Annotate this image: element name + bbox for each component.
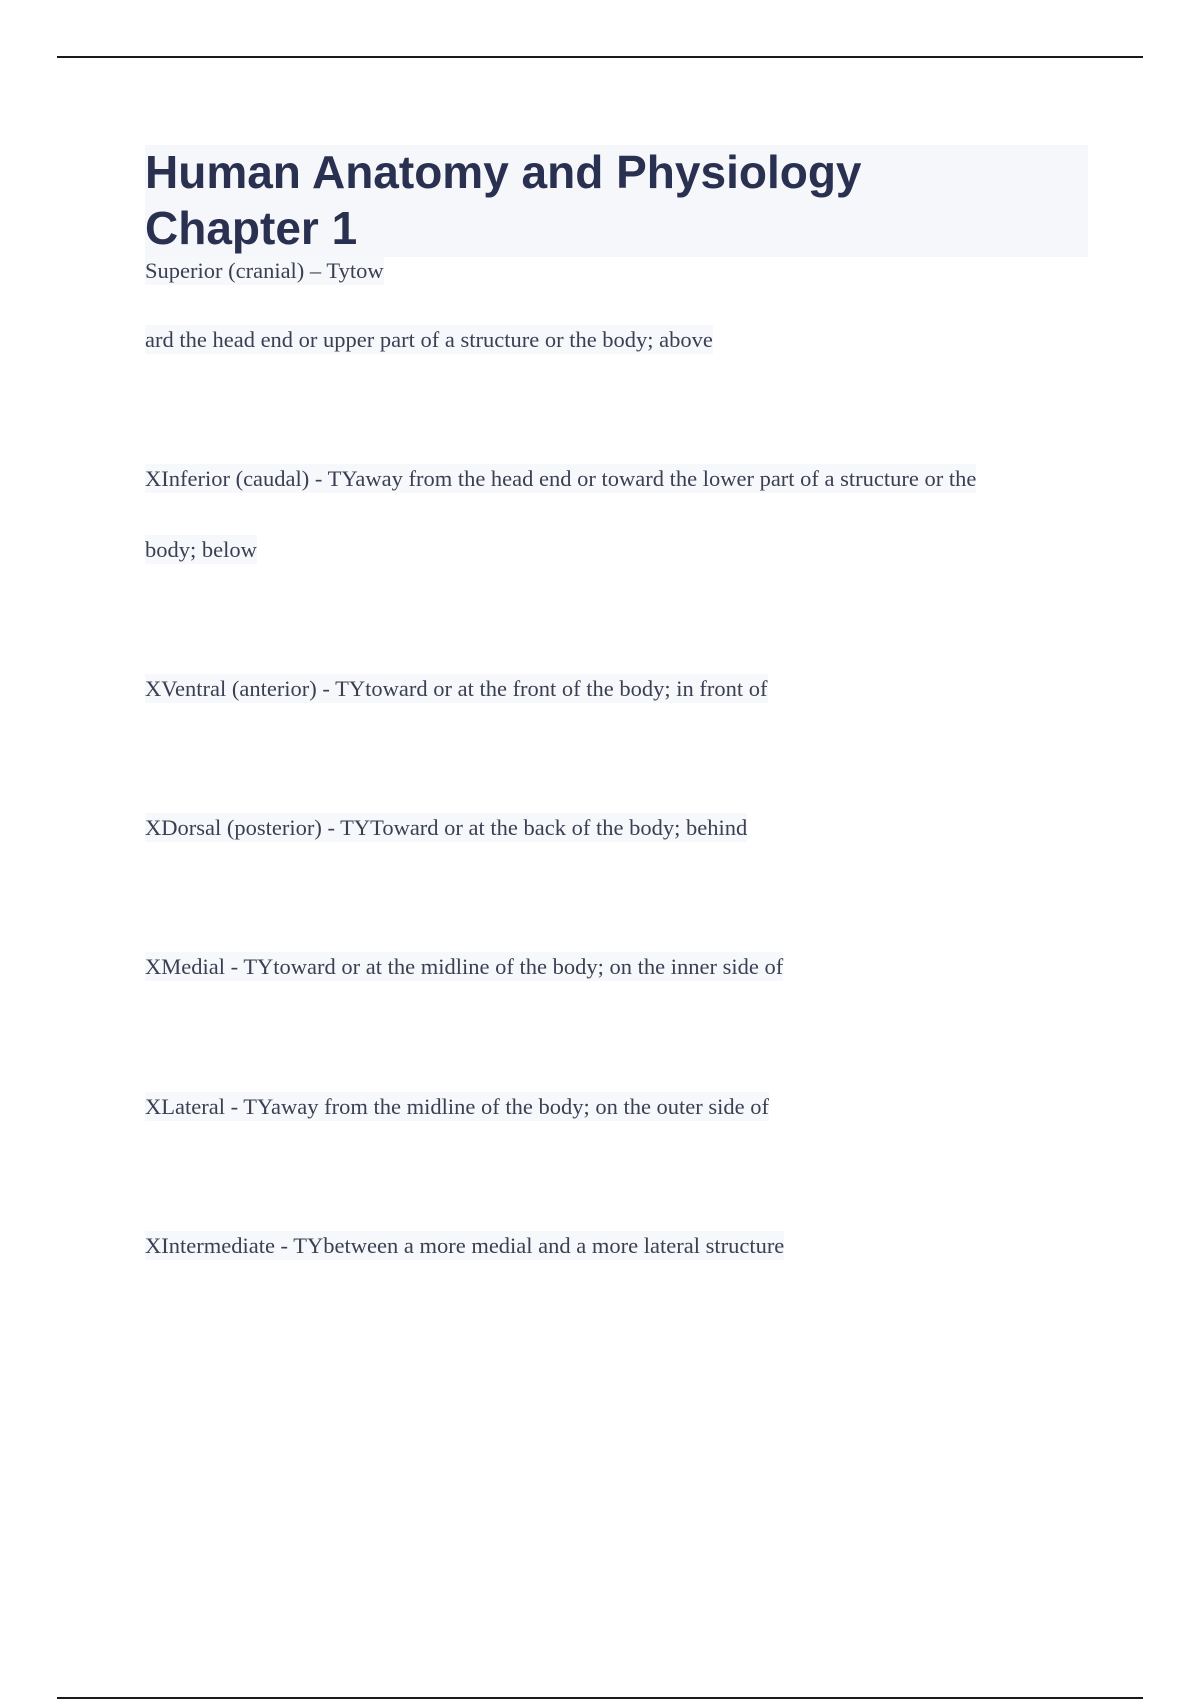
entry-ventral: XVentral (anterior) - TYtoward or at the front of the body; in front of [145, 676, 768, 701]
bottom-rule [57, 1697, 1143, 1699]
entry-intermediate: XIntermediate - TYbetween a more medial and a more lateral structure [145, 1233, 785, 1258]
title-line-1: Human Anatomy and Physiology [145, 146, 862, 198]
entry-dorsal: XDorsal (posterior) - TYToward or at the back of the body; behind [145, 815, 748, 840]
entry-lateral: XLateral - TYaway from the midline of the body; on the outer side of [145, 1094, 770, 1119]
entry-superior-line-2: ard the head end or upper part of a structure or the body; above [145, 327, 713, 352]
title-line-2: Chapter 1 [145, 202, 358, 254]
entry-inferior-line-2: body; below [145, 537, 257, 562]
document-title [145, 144, 1105, 256]
entry-superior-line-1: Superior (cranial) – Tytow [145, 258, 384, 283]
entry-inferior-line-1: XInferior (caudal) - TYaway from the head end or toward the lower part of a structure or the [145, 466, 977, 491]
entry-medial: XMedial - TYtoward or at the midline of the body; on the inner side of [145, 954, 784, 979]
top-rule [57, 56, 1143, 58]
